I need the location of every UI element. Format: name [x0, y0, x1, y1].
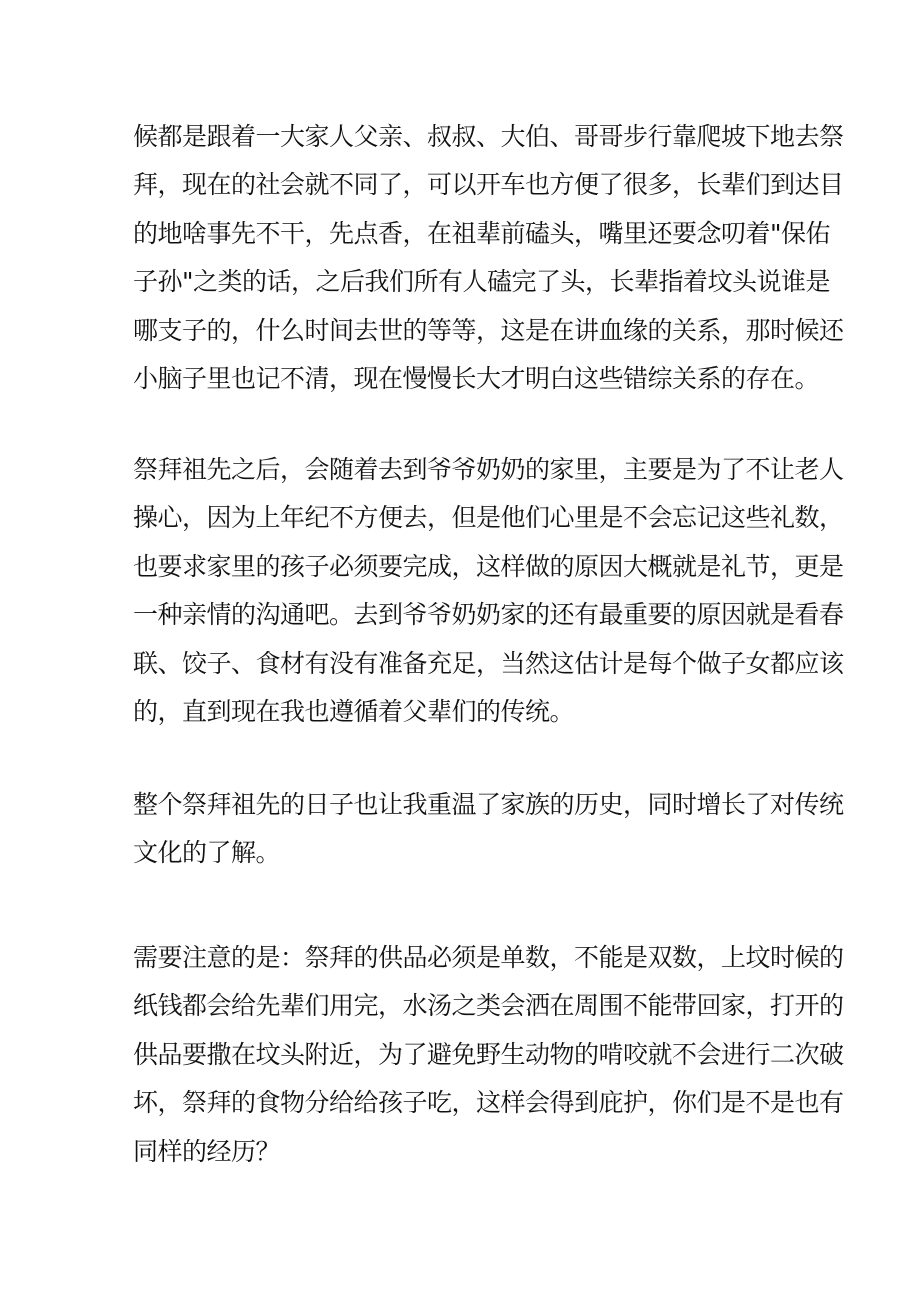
text-line: 联、饺子、食材有没有准备充足，当然这估计是每个做子女都应该	[133, 648, 844, 678]
text-line: 操心，因为上年纪不方便去，但是他们心里是不会忘记这些礼数，	[133, 503, 844, 533]
text-line: 的，直到现在我也遵循着父辈们的传统。	[133, 697, 575, 727]
text-line: 供品要撒在坟头附近，为了避免野生动物的啃咬就不会进行二次破	[133, 1039, 844, 1069]
text-line: 子孙"之类的话，之后我们所有人磕完了头，长辈指着坟头说谁是	[133, 267, 831, 297]
text-line: 同样的经历？	[133, 1136, 281, 1166]
text-line: 也要求家里的孩子必须要完成，这样做的原因大概就是礼节，更是	[133, 551, 844, 581]
text-line: 小脑子里也记不清，现在慢慢长大才明白这些错综关系的存在。	[133, 364, 820, 394]
text-line: 拜，现在的社会就不同了，可以开车也方便了很多，长辈们到达目	[133, 170, 844, 200]
text-line: 文化的了解。	[133, 838, 281, 868]
paragraph-2	[133, 446, 844, 736]
text-line: 哪支子的，什么时间去世的等等，这是在讲血缘的关系，那时候还	[133, 315, 844, 345]
paragraph-3	[133, 781, 844, 878]
text-line: 整个祭拜祖先的日子也让我重温了家族的历史，同时增长了对传统	[133, 790, 844, 819]
paragraph-4	[133, 934, 844, 1176]
text-line: 一种亲情的沟通吧。去到爷爷奶奶家的还有最重要的原因就是看春	[133, 600, 844, 630]
text-line: 候都是跟着一大家人父亲、叔叔、大伯、哥哥步行靠爬坡下地去祭	[133, 122, 844, 151]
text-line: 纸钱都会给先辈们用完，水汤之类会洒在周围不能带回家，打开的	[133, 991, 844, 1021]
text-line: 需要注意的是：祭拜的供品必须是单数，不能是双数，上坟时候的	[133, 943, 844, 972]
paragraph-1	[133, 113, 844, 403]
text-line: 祭拜祖先之后，会随着去到爷爷奶奶的家里，主要是为了不让老人	[133, 455, 844, 484]
text-line: 坏，祭拜的食物分给给孩子吃，这样会得到庇护，你们是不是也有	[133, 1088, 844, 1118]
text-line: 的地啥事先不干，先点香，在祖辈前磕头，嘴里还要念叨着"保佑	[133, 218, 831, 248]
